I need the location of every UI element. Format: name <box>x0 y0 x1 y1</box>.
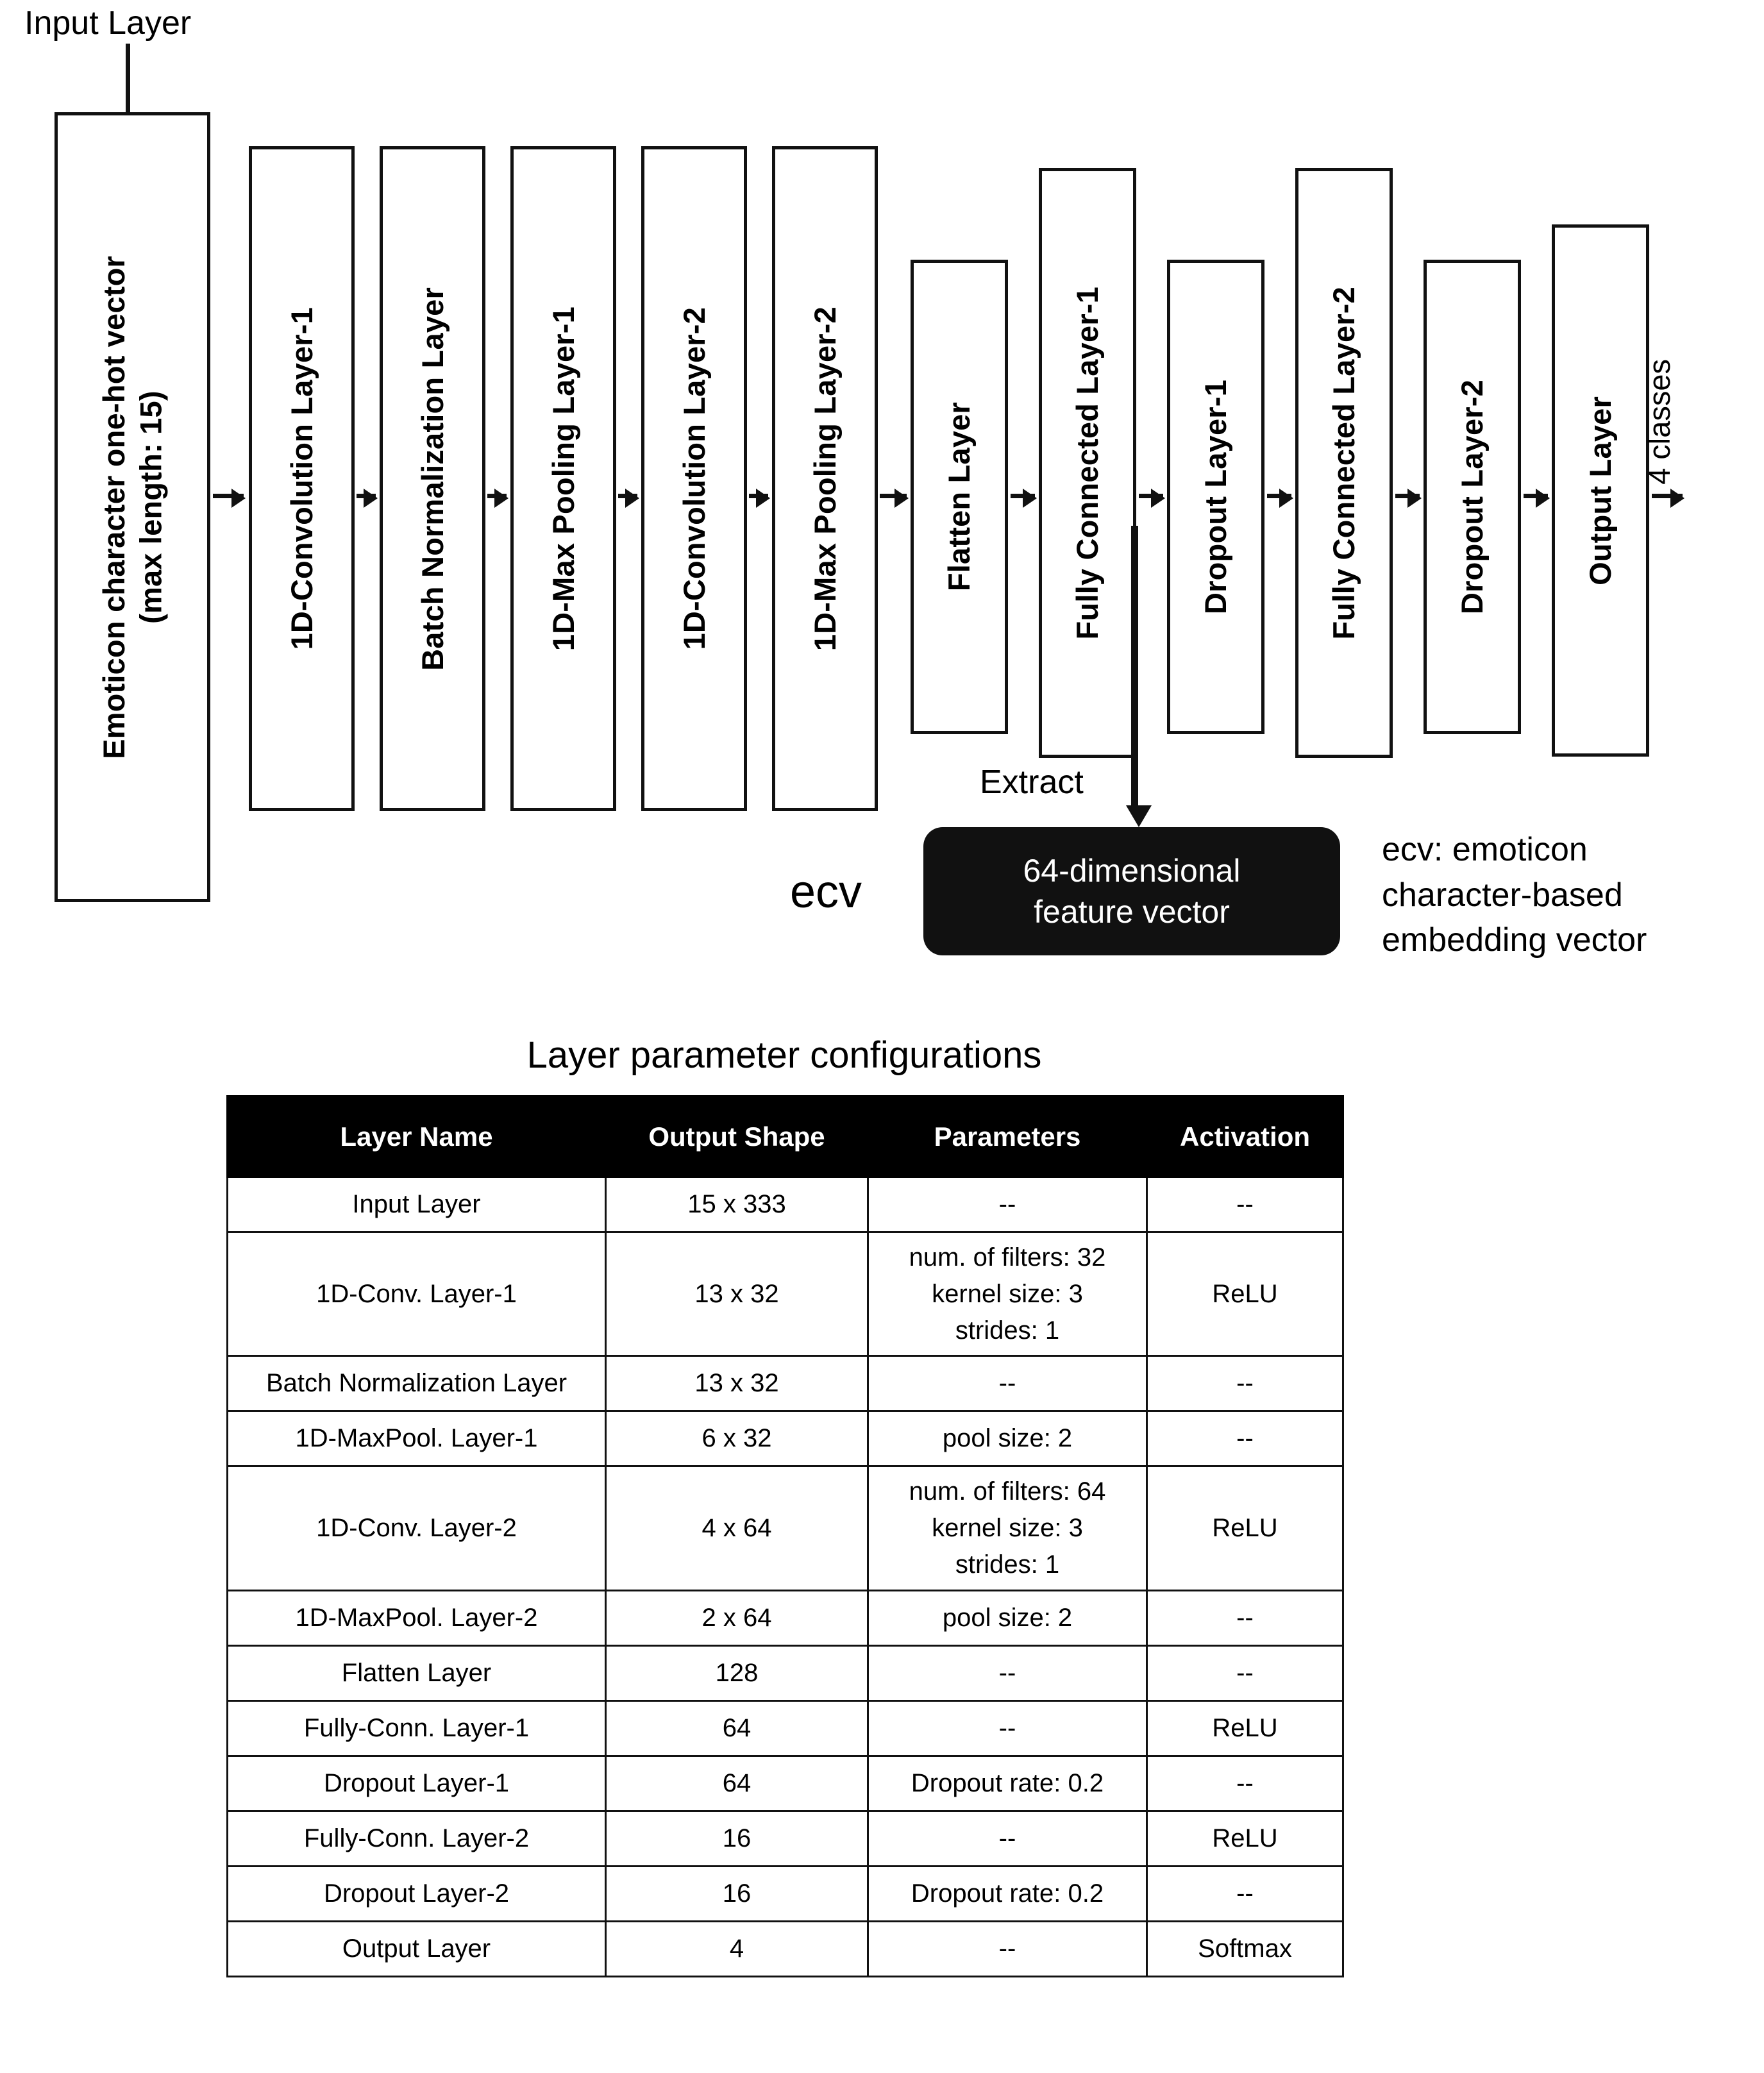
table-row <box>228 1590 1343 1645</box>
flow-arrow-10 <box>1395 494 1420 498</box>
cell-layer-name: Flatten Layer <box>228 1645 606 1700</box>
cell-parameters: -- <box>868 1645 1147 1700</box>
cell-output-shape: 15 x 333 <box>606 1177 868 1232</box>
flow-arrow-6 <box>880 494 907 498</box>
cell-parameters <box>868 1466 1147 1590</box>
cell-output-shape: 13 x 32 <box>606 1356 868 1411</box>
cell-activation: ReLU <box>1147 1811 1343 1866</box>
input-arrow-icon <box>126 44 130 119</box>
layer-box-maxpool-1-label: 1D-Max Pooling Layer-1 <box>546 306 580 651</box>
cell-output-shape: 4 x 64 <box>606 1466 868 1590</box>
table-row <box>228 1356 1343 1411</box>
layer-box-input-label: Emoticon character one-hot vector (max length: 15) <box>97 255 168 759</box>
output-classes-caption: 4 classes <box>1642 359 1676 485</box>
cell-parameters-line: kernel size: 3 <box>932 1514 1083 1543</box>
ecv-legend <box>1382 827 1647 963</box>
cell-parameters: pool size: 2 <box>868 1411 1147 1466</box>
cell-output-shape: 16 <box>606 1866 868 1921</box>
cell-layer-name: Batch Normalization Layer <box>228 1356 606 1411</box>
cell-output-shape: 2 x 64 <box>606 1590 868 1645</box>
flow-arrow-11 <box>1524 494 1548 498</box>
layer-box-maxpool-2 <box>772 146 878 811</box>
cell-parameters: -- <box>868 1356 1147 1411</box>
flow-arrow-2 <box>357 494 376 498</box>
layer-parameter-table <box>226 1095 1344 1977</box>
cell-parameters-line: kernel size: 3 <box>932 1279 1083 1308</box>
layer-box-flatten-label: Flatten Layer <box>942 402 977 592</box>
table-header-parameters: Parameters <box>868 1096 1147 1177</box>
cell-layer-name: 1D-MaxPool. Layer-2 <box>228 1590 606 1645</box>
cell-output-shape: 128 <box>606 1645 868 1700</box>
layer-box-dropout-2 <box>1424 260 1521 734</box>
layer-box-conv-2-label: 1D-Convolution Layer-2 <box>676 307 711 650</box>
table-header-row <box>228 1096 1343 1177</box>
table-body <box>228 1177 1343 1977</box>
layer-box-dropout-1-label: Dropout Layer-1 <box>1198 380 1233 614</box>
cell-parameters <box>868 1232 1147 1356</box>
table-row <box>228 1921 1343 1976</box>
cell-layer-name: 1D-MaxPool. Layer-1 <box>228 1411 606 1466</box>
feature-vector-box <box>923 827 1340 955</box>
flow-arrow-9 <box>1267 494 1291 498</box>
cell-parameters: -- <box>868 1177 1147 1232</box>
cell-layer-name: Fully-Conn. Layer-2 <box>228 1811 606 1866</box>
cell-activation: -- <box>1147 1590 1343 1645</box>
cell-output-shape: 64 <box>606 1700 868 1756</box>
flow-arrow-5 <box>749 494 768 498</box>
cell-activation: -- <box>1147 1177 1343 1232</box>
layer-box-conv-1 <box>249 146 355 811</box>
cell-parameters: -- <box>868 1921 1147 1976</box>
cell-parameters-line: num. of filters: 64 <box>909 1477 1106 1506</box>
cell-activation: -- <box>1147 1645 1343 1700</box>
cell-output-shape: 16 <box>606 1811 868 1866</box>
input-layer-caption: Input Layer <box>24 4 192 42</box>
cell-layer-name: Output Layer <box>228 1921 606 1976</box>
feature-vector-line-1: 64-dimensional <box>1023 853 1241 889</box>
feature-vector-line-2: feature vector <box>1034 894 1230 930</box>
flow-arrow-12 <box>1652 494 1683 498</box>
flow-arrow-4 <box>618 494 637 498</box>
table-row <box>228 1811 1343 1866</box>
cell-parameters: -- <box>868 1811 1147 1866</box>
layer-box-maxpool-1 <box>510 146 616 811</box>
layer-box-output <box>1552 224 1649 757</box>
layer-box-dropout-2-label: Dropout Layer-2 <box>1455 380 1490 614</box>
layer-box-conv-1-label: 1D-Convolution Layer-1 <box>284 307 319 650</box>
flow-arrow-1 <box>213 494 244 498</box>
cell-parameters-line: num. of filters: 32 <box>909 1243 1106 1271</box>
extract-label: Extract <box>980 764 1084 801</box>
flow-arrow-7 <box>1011 494 1035 498</box>
layer-box-output-label: Output Layer <box>1583 396 1618 585</box>
cell-parameters: pool size: 2 <box>868 1590 1147 1645</box>
table-row <box>228 1177 1343 1232</box>
cell-layer-name: 1D-Conv. Layer-2 <box>228 1466 606 1590</box>
cell-activation: -- <box>1147 1356 1343 1411</box>
cell-parameters: Dropout rate: 0.2 <box>868 1756 1147 1811</box>
cell-layer-name: Dropout Layer-1 <box>228 1756 606 1811</box>
layer-box-input <box>55 112 210 902</box>
cell-activation: ReLU <box>1147 1466 1343 1590</box>
cell-layer-name: Dropout Layer-2 <box>228 1866 606 1921</box>
layer-box-flatten <box>911 260 1008 734</box>
table-row <box>228 1700 1343 1756</box>
ecv-legend-line-1: ecv: emoticon <box>1382 831 1588 868</box>
layer-box-fc-2-label: Fully Connected Layer-2 <box>1327 286 1361 640</box>
cell-output-shape: 64 <box>606 1756 868 1811</box>
ecv-label: ecv <box>790 866 862 918</box>
layer-box-fc-1-label: Fully Connected Layer-1 <box>1070 286 1105 640</box>
table-row <box>228 1645 1343 1700</box>
cell-activation: ReLU <box>1147 1700 1343 1756</box>
cell-layer-name: Input Layer <box>228 1177 606 1232</box>
network-architecture-diagram <box>0 0 1764 1000</box>
layer-box-batchnorm <box>380 146 485 811</box>
table-row <box>228 1232 1343 1356</box>
cell-parameters-line: strides: 1 <box>955 1316 1060 1345</box>
ecv-legend-line-3: embedding vector <box>1382 921 1647 959</box>
table-header-output-shape: Output Shape <box>606 1096 868 1177</box>
cell-activation: -- <box>1147 1866 1343 1921</box>
cell-output-shape: 13 x 32 <box>606 1232 868 1356</box>
table-header-layer-name: Layer Name <box>228 1096 606 1177</box>
cell-activation: Softmax <box>1147 1921 1343 1976</box>
table-title: Layer parameter configurations <box>526 1034 1042 1076</box>
table-row <box>228 1411 1343 1466</box>
cell-parameters: Dropout rate: 0.2 <box>868 1866 1147 1921</box>
layer-box-fc-2 <box>1295 168 1393 758</box>
cell-layer-name: 1D-Conv. Layer-1 <box>228 1232 606 1356</box>
cell-parameters-line: strides: 1 <box>955 1550 1060 1579</box>
cell-parameters: -- <box>868 1700 1147 1756</box>
flow-arrow-8 <box>1139 494 1163 498</box>
cell-layer-name: Fully-Conn. Layer-1 <box>228 1700 606 1756</box>
cell-activation: -- <box>1147 1756 1343 1811</box>
extract-arrow-icon <box>1131 526 1138 808</box>
flow-arrow-3 <box>487 494 507 498</box>
table-header-activation: Activation <box>1147 1096 1343 1177</box>
layer-box-fc-1 <box>1039 168 1136 758</box>
cell-output-shape: 6 x 32 <box>606 1411 868 1466</box>
ecv-legend-line-2: character-based <box>1382 876 1623 914</box>
table-row <box>228 1466 1343 1590</box>
cell-output-shape: 4 <box>606 1921 868 1976</box>
table-row <box>228 1756 1343 1811</box>
table-row <box>228 1866 1343 1921</box>
cell-activation: -- <box>1147 1411 1343 1466</box>
layer-box-conv-2 <box>641 146 747 811</box>
cell-activation: ReLU <box>1147 1232 1343 1356</box>
layer-box-maxpool-2-label: 1D-Max Pooling Layer-2 <box>807 306 842 651</box>
layer-box-dropout-1 <box>1167 260 1264 734</box>
layer-box-batchnorm-label: Batch Normalization Layer <box>415 287 449 671</box>
